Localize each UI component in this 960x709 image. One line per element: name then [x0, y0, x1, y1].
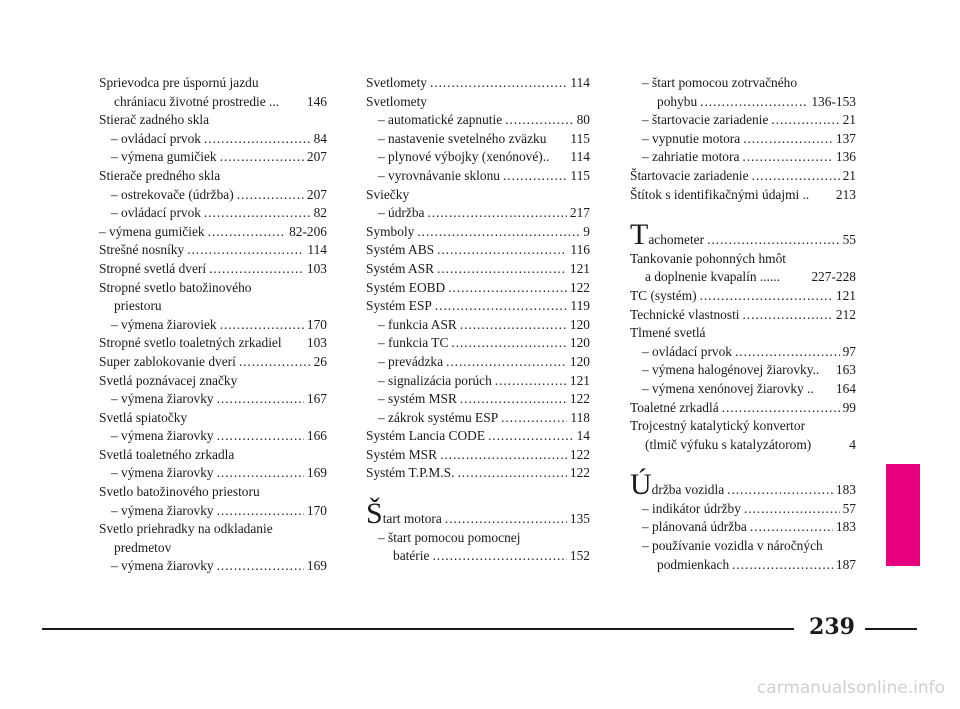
entry-text: Štítok s identifikačnými údajmi ..: [630, 186, 810, 202]
entry-text: Tankovanie pohonných hmôt: [630, 250, 786, 266]
entry-page-number: 212: [835, 306, 856, 322]
leader-dots: [735, 343, 840, 362]
index-entry: [630, 74, 856, 111]
entry-page-number: 207: [306, 149, 327, 165]
entry-text: TC (systém): [630, 287, 697, 303]
index-entry: [99, 502, 327, 521]
entry-page-number: 136-153: [811, 93, 856, 109]
entry-text: Super zablokovanie dverí: [99, 353, 236, 369]
entry-text: Stierač zadného skla: [99, 112, 210, 128]
section-tab-marker: [886, 464, 920, 566]
leader-dots: [217, 427, 304, 446]
entry-text: – štartovacie zariadenie: [642, 112, 769, 128]
entry-page-number: 121: [569, 260, 590, 276]
entry-page-number: 170: [306, 316, 327, 332]
index-entry: [99, 353, 327, 372]
entry-page-number: 207: [306, 186, 327, 202]
leader-dots: [460, 390, 567, 409]
leader-dots: [204, 130, 311, 149]
entry-page-number: 114: [570, 75, 590, 90]
entry-page-number: 213: [835, 186, 856, 202]
entry-page-number: 14: [576, 428, 590, 444]
index-entry: [99, 483, 327, 502]
entry-page-number: 163: [835, 362, 856, 378]
index-entry: [366, 93, 590, 112]
entry-text: Technické vlastnosti: [630, 306, 740, 322]
entry-text: (tlmič výfuku s katalyzátorom): [645, 436, 812, 452]
index-entry: [99, 446, 327, 465]
entry-page-number: 116: [570, 242, 590, 258]
entry-page-number: 57: [842, 500, 856, 516]
index-column-1: [99, 74, 327, 576]
leader-dots: [440, 446, 567, 465]
leader-dots: [445, 510, 567, 529]
leader-dots: [220, 148, 304, 167]
entry-page-number: 115: [570, 130, 590, 146]
index-entry: [99, 111, 327, 130]
entry-text: Systém ABS: [366, 242, 435, 258]
index-entry: [630, 220, 856, 250]
index-entry: [366, 529, 590, 566]
entry-text: Systém Lancia CODE: [366, 428, 486, 444]
index-entry: [366, 223, 590, 242]
index-entry: [366, 74, 590, 93]
index-entry: [99, 223, 327, 242]
entry-page-number: 152: [569, 548, 590, 564]
leader-dots: [217, 464, 304, 483]
entry-text: Systém ASR: [366, 260, 435, 276]
index-entry: [99, 372, 327, 391]
leader-dots: [220, 316, 304, 335]
entry-page-number: 119: [570, 298, 590, 314]
entry-page-number: 146: [306, 93, 327, 109]
leader-dots: [217, 502, 304, 521]
entry-text: Symboly: [366, 223, 415, 239]
index-entry: [99, 427, 327, 446]
leader-dots: [732, 556, 833, 575]
leader-dots: [771, 111, 839, 130]
leader-dots: [505, 111, 573, 130]
leader-dots: [437, 260, 567, 279]
entry-page-number: 121: [569, 372, 590, 388]
leader-dots: [239, 353, 311, 372]
entry-page-number: 114: [570, 149, 590, 165]
leader-dots: [237, 186, 304, 205]
entry-text: – funkcia TC: [378, 335, 449, 351]
entry-text: Stropné svetlá dverí: [99, 260, 207, 276]
entry-text: – používanie vozidla v náročných: [642, 538, 823, 554]
entry-text: – údržba: [378, 205, 425, 221]
entry-text: Svetlo batožinového priestoru: [99, 484, 260, 500]
entry-text: Stropné svetlo toaletných zrkadiel: [99, 335, 282, 351]
entry-page-number: 120: [569, 316, 590, 332]
entry-text: priestoru: [114, 298, 162, 314]
entry-page-number: 122: [569, 446, 590, 462]
entry-page-number: 55: [842, 232, 856, 248]
entry-text: – vypnutie motora: [642, 130, 741, 146]
index-entry: [99, 241, 327, 260]
footer-rule-right: [865, 628, 917, 630]
index-entry: [99, 130, 327, 149]
leader-dots: [457, 464, 566, 483]
entry-page-number: 135: [569, 511, 590, 527]
entry-text: Tlmené svetlá: [630, 325, 706, 341]
leader-dots: [707, 231, 840, 250]
leader-dots: [204, 204, 311, 223]
leader-dots: [727, 481, 833, 500]
entry-text: Štartovacie zariadenie: [630, 167, 749, 183]
index-entry: [630, 148, 856, 167]
entry-text: Systém MSR: [366, 446, 438, 462]
watermark: carmanualsonline.info: [756, 678, 945, 698]
entry-text: – výmena žiarovky: [111, 428, 214, 444]
index-entry: [366, 499, 590, 529]
entry-text: – ovládací prvok: [642, 343, 732, 359]
section-initial-letter: Š: [366, 497, 383, 531]
leader-dots: [208, 223, 286, 242]
entry-text: Svetlá toaletného zrkadla: [99, 446, 235, 462]
entry-text: – plánovaná údržba: [642, 519, 747, 535]
entry-page-number: 122: [569, 391, 590, 407]
index-entry: [99, 464, 327, 483]
entry-page-number: 115: [570, 167, 590, 183]
entry-text: – zahriatie motora: [642, 149, 740, 165]
entry-page-number: 122: [569, 279, 590, 295]
section-initial-letter: T: [630, 218, 649, 252]
index-entry: [630, 343, 856, 362]
entry-text: – výmena xenónovej žiarovky ..: [642, 380, 814, 396]
index-entry: [366, 260, 590, 279]
leader-dots: [742, 148, 832, 167]
index-entry: [630, 306, 856, 325]
entry-page-number: 118: [570, 409, 590, 425]
entry-text: Svetlomety: [366, 75, 427, 90]
entry-page-number: 21: [842, 167, 856, 183]
index-entry: [99, 390, 327, 409]
leader-dots: [501, 409, 567, 428]
leader-dots: [427, 204, 566, 223]
entry-page-number: 121: [835, 287, 856, 303]
section-initial-letter: Ú: [630, 468, 652, 502]
leader-dots: [430, 74, 567, 93]
leader-dots: [217, 390, 304, 409]
index-entry: [99, 316, 327, 335]
entry-text: – systém MSR: [378, 391, 457, 407]
index-entry: [366, 167, 590, 186]
entry-text: držba vozidla: [651, 482, 725, 498]
entry-text: podmienkach: [657, 556, 730, 572]
entry-text: Sviečky: [366, 186, 410, 202]
index-entry: [99, 520, 327, 557]
entry-text: Strešné nosníky: [99, 242, 185, 258]
entry-page-number: 169: [306, 465, 327, 481]
entry-page-number: 103: [306, 260, 327, 276]
entry-text: pohybu: [657, 93, 698, 109]
leader-dots: [187, 241, 304, 260]
entry-page-number: 97: [842, 343, 856, 359]
index-column-2: [366, 74, 590, 566]
entry-page-number: 167: [306, 391, 327, 407]
index-entry: [630, 287, 856, 306]
entry-text: – vyrovnávanie sklonu: [378, 167, 500, 183]
leader-dots: [700, 93, 808, 112]
entry-page-number: 164: [835, 380, 856, 396]
leader-dots: [488, 427, 574, 446]
index-entry: [366, 446, 590, 465]
index-entry: [99, 260, 327, 279]
index-entry: [366, 334, 590, 353]
entry-text: – funkcia ASR: [378, 316, 457, 332]
entry-page-number: 137: [835, 130, 856, 146]
entry-page-number: 166: [306, 428, 327, 444]
index-entry: [366, 241, 590, 260]
entry-text: – indikátor údržby: [642, 500, 741, 516]
leader-dots: [209, 260, 304, 279]
entry-page-number: 136: [835, 149, 856, 165]
index-entry: [366, 372, 590, 391]
index-entry: [630, 417, 856, 454]
index-entry: [630, 537, 856, 574]
entry-page-number: 21: [842, 112, 856, 128]
index-entry: [99, 204, 327, 223]
index-entry: [366, 148, 590, 167]
leader-dots: [743, 130, 833, 149]
index-entry: [366, 427, 590, 446]
entry-text: Stropné svetlo batožinového: [99, 279, 252, 295]
leader-dots: [451, 334, 566, 353]
index-column-3: [630, 74, 856, 574]
entry-text: Svetlomety: [366, 93, 427, 109]
index-entry: [99, 148, 327, 167]
index-entry: [99, 186, 327, 205]
leader-dots: [437, 241, 567, 260]
entry-page-number: 120: [569, 335, 590, 351]
entry-text: Stierače predného skla: [99, 167, 221, 183]
entry-text: – výmena žiarovky: [111, 465, 214, 481]
index-entry: [630, 324, 856, 343]
leader-dots: [495, 372, 567, 391]
entry-text: Systém T.P.M.S.: [366, 465, 455, 481]
leader-dots: [503, 167, 567, 186]
entry-text: achometer: [648, 232, 705, 248]
entry-text: – signalizácia porúch: [378, 372, 492, 388]
index-entry: [99, 279, 327, 316]
entry-text: Systém EOBD: [366, 279, 446, 295]
index-entry: [99, 409, 327, 428]
index-entry: [630, 399, 856, 418]
entry-text: – štart pomocou pomocnej: [378, 529, 521, 545]
entry-text: – plynové výbojky (xenónové)..: [378, 149, 550, 165]
entry-text: – výmena žiarovky: [111, 502, 214, 518]
entry-page-number: 183: [835, 482, 856, 498]
index-entry: [99, 167, 327, 186]
entry-page-number: 84: [313, 130, 327, 146]
entry-page-number: 217: [569, 205, 590, 221]
entry-page-number: 99: [842, 399, 856, 415]
leader-dots: [432, 547, 566, 566]
leader-dots: [217, 557, 304, 576]
index-entry: [630, 380, 856, 399]
entry-text: – výmena halogénovej žiarovky..: [642, 362, 820, 378]
leader-dots: [722, 399, 840, 418]
index-entry: [366, 204, 590, 223]
index-entry: [366, 279, 590, 298]
entry-text: – výmena gumičiek: [111, 149, 217, 165]
leader-dots: [446, 353, 567, 372]
leader-dots: [752, 167, 840, 186]
entry-text: Svetlo priehradky na odkladanie: [99, 521, 273, 537]
index-entry: [99, 334, 327, 353]
leader-dots: [448, 279, 567, 298]
index-entry: [99, 74, 327, 111]
entry-text: – výmena žiaroviek: [111, 316, 217, 332]
entry-page-number: 103: [306, 335, 327, 351]
page-number: 239: [809, 614, 855, 640]
entry-text: Svetlá poznávacej značky: [99, 372, 238, 388]
entry-text: – ovládací prvok: [111, 205, 201, 221]
entry-text: – ovládací prvok: [111, 130, 201, 146]
index-entry: [630, 361, 856, 380]
index-entry: [366, 186, 590, 205]
index-entry: [630, 518, 856, 537]
entry-text: predmetov: [114, 539, 172, 555]
entry-page-number: 183: [835, 519, 856, 535]
entry-page-number: 4: [849, 436, 856, 452]
entry-page-number: 80: [576, 112, 590, 128]
entry-text: Toaletné zrkadlá: [630, 399, 719, 415]
leader-dots: [750, 518, 833, 537]
index-entry: [630, 186, 856, 205]
index-entry: [630, 130, 856, 149]
entry-text: Systém ESP: [366, 298, 432, 314]
entry-page-number: 122: [569, 465, 590, 481]
entry-text: – výmena žiarovky: [111, 391, 214, 407]
entry-text: batérie: [393, 548, 430, 564]
index-entry: [366, 297, 590, 316]
index-entry: [366, 464, 590, 483]
index-entry: [99, 557, 327, 576]
entry-text: – ostrekovače (údržba): [111, 186, 234, 202]
entry-text: – štart pomocou zotrvačného: [642, 75, 798, 90]
entry-text: chrániacu životné prostredie ...: [114, 93, 280, 109]
leader-dots: [743, 306, 833, 325]
index-entry: [630, 470, 856, 500]
index-entry: [366, 316, 590, 335]
index-entry: [630, 500, 856, 519]
entry-text: a doplnenie kvapalín ......: [645, 269, 780, 285]
entry-text: – prevádzka: [378, 353, 444, 369]
entry-text: – automatické zapnutie: [378, 112, 503, 128]
index-entry: [366, 390, 590, 409]
index-entry: [366, 409, 590, 428]
entry-text: Trojcestný katalytický konvertor: [630, 418, 806, 434]
entry-page-number: 114: [307, 242, 327, 258]
entry-page-number: 9: [583, 223, 590, 239]
leader-dots: [460, 316, 567, 335]
footer-rule-left: [42, 628, 794, 630]
index-entry: [630, 111, 856, 130]
index-entry: [630, 250, 856, 287]
entry-page-number: 169: [306, 558, 327, 574]
index-entry: [366, 130, 590, 149]
index-entry: [366, 111, 590, 130]
entry-text: tart motora: [382, 511, 442, 527]
entry-text: Sprievodca pre úspornú jazdu: [99, 75, 259, 90]
entry-page-number: 170: [306, 502, 327, 518]
leader-dots: [700, 287, 833, 306]
entry-page-number: 82-206: [289, 223, 327, 239]
leader-dots: [744, 500, 840, 519]
index-entry: [366, 353, 590, 372]
entry-page-number: 82: [313, 205, 327, 221]
entry-page-number: 227-228: [811, 269, 856, 285]
entry-text: – nastavenie svetelného zväzku: [378, 130, 547, 146]
index-entry: [630, 167, 856, 186]
entry-page-number: 120: [569, 353, 590, 369]
entry-page-number: 26: [313, 353, 327, 369]
entry-page-number: 187: [835, 556, 856, 572]
leader-dots: [435, 297, 568, 316]
entry-text: – výmena gumičiek: [99, 223, 205, 239]
entry-text: – výmena žiarovky: [111, 558, 214, 574]
entry-text: Svetlá spiatočky: [99, 409, 188, 425]
leader-dots: [417, 223, 580, 242]
entry-text: – zákrok systému ESP: [378, 409, 499, 425]
